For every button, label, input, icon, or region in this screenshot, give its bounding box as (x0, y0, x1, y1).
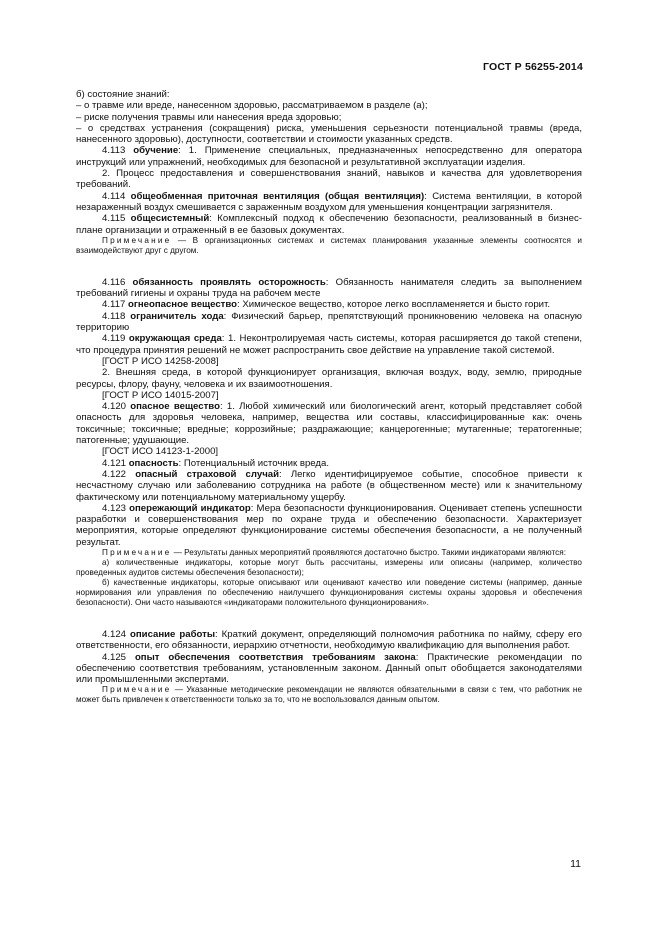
list-item: – о травме или вреде, нанесенном здоровью, рассматриваемом в разделе (а); (76, 100, 428, 112)
entry-term: окружающая среда (128, 333, 222, 345)
section-spacer (76, 608, 582, 629)
entry-4-122 (76, 469, 582, 503)
entry-term: описание работы (130, 628, 216, 640)
entry-definition: : Легко идентифицируемое событие, способное привести к несчастному случаю или заболеванию сотрудника на работе (в общественном месте) или к значительному фактическому или потенциальному материальному ущербу. (76, 468, 582, 503)
entry-term: обязанность проявлять осторожность (132, 276, 326, 288)
entry-definition: : Обязанность нанимателя следить за выполнением требований гигиены и охраны труда на рабочем месте (76, 276, 582, 300)
list-item: – о средствах устранения (сокращения) риска, уменьшения серьезности потенциальной травмы (вреда, нанесенного здоровью), доступности, соответствии и стоимости указанных средств. (76, 122, 582, 146)
entry-term: опыт обеспечения соответствия требованиям закона (134, 651, 416, 663)
entry-4-118 (76, 311, 582, 334)
entry-4-113 (76, 145, 582, 168)
note-text: — В организационных системах и системах планирования указанные элементы соотносятся и взаимодействуют друг с другом. (76, 235, 582, 255)
entry-definition: : Физический барьер, препятствующий проникновению человека на опасную территорию (76, 310, 582, 334)
entry-4-121 (76, 458, 582, 469)
list-item: – риске получения травмы или нанесения вреда здоровью; (76, 111, 342, 123)
entry-term: опережающий индикатор (129, 502, 251, 514)
note-label: Примечание (102, 547, 172, 557)
page-number: 11 (570, 858, 581, 870)
note-item-b: б) качественные индикаторы, которые описывают или оценивают качество или поведение системы (например, данные нормирования или управления по обеспечению наилучшего функционирования системы охраны здоровья и обеспечения безопасности). Они часто называются «индикаторами положительного функционирования». (76, 577, 582, 607)
entry-term: общесистемный (130, 213, 210, 225)
entry-4-116 (76, 277, 582, 300)
note-label: Примечание (102, 235, 172, 245)
entry-term: ограничитель хода (130, 310, 224, 322)
entry-number: 4.124 (102, 628, 127, 640)
entry-4-114 (76, 191, 582, 214)
entry-number: 4.119 (102, 333, 126, 345)
entry-4-115 (76, 213, 582, 236)
entry-term: обучение (133, 145, 179, 157)
entry-definition: : 1. Любой химический или биологический агент, который представляет собой опасность для здоровья человека, например, вещества или составы, классифицированные как: очень токсичные; токсичные; вредные; коррозийные; раздражающие; канцерогенные; мутагенные; тератогенные; патогенные; удушающие. (76, 401, 583, 447)
entry-number: 4.125 (102, 651, 127, 663)
entry-number: 4.113 (102, 145, 126, 157)
entry-number: 4.120 (102, 401, 127, 413)
entry-definition: : Химическое вещество, которое легко воспламеняется и бысто горит. (237, 299, 551, 311)
entry-number: 4.123 (102, 502, 127, 514)
note-item-a: а) количественные индикаторы, которые могут быть рассчитаны, измерены или описаны (например, количество проведенных аудитов системы обеспечения безопасности); (76, 557, 582, 577)
entry-4-125 (76, 652, 582, 686)
entry-number: 4.122 (102, 468, 127, 480)
entry-definition: : 1. Неконтролируемая часть системы, которая расширяется до такой степени, что процедура принятия решений не может распространить свое действие на управление такой системой. (76, 333, 582, 356)
entry-4-119 (76, 333, 582, 356)
entry-definition: : Потенциальный источник вреда. (178, 457, 329, 469)
document-header: ГОСТ Р 56255-2014 (482, 61, 583, 73)
document-body (76, 89, 582, 705)
entry-4-119-def2: 2. Внешняя среда, в которой функционирует организация, включая воздух, воду, землю, природные ресурсы, флору, фауну, человека и их взаимоотношения. (76, 367, 582, 390)
entry-term: опасный страховой случай (135, 468, 279, 480)
entry-4-125-note (76, 685, 582, 705)
entry-4-123 (76, 503, 582, 548)
entry-number: 4.118 (102, 310, 126, 322)
entry-term: огнеопасное вещество (127, 299, 238, 311)
entry-definition: : 1. Применение специальных, предназначенных непосредственно для оператора инструкций или упражнений, необходимых для безопасной и результативной эксплуатации изделия. (76, 145, 582, 168)
entry-number: 4.114 (102, 190, 126, 202)
entry-number: 4.121 (102, 457, 127, 469)
entry-4-124 (76, 629, 582, 652)
entry-term: общеобменная приточная вентиляция (общая вентиляция) (130, 190, 425, 202)
entry-definition: : Мера безопасности функционирования. Оценивает степень успешности разработки и совершенствования мер по охране труда и обеспечению безопасности. Характеризует мероприятия, которые определяют функционирование системы обеспечения безопасности, а не полученный результат. (76, 502, 582, 548)
entry-4-113-def2: 2. Процесс предоставления и совершенствования знаний, навыков и качества для удовлетворения требований. (76, 168, 582, 191)
entry-4-117 (76, 299, 582, 310)
note-text: — Указанные методические рекомендации не являются обязательными в связи с тем, что работник не может быть привлечен к ответственности только за то, что не воспользовался данным опытом. (76, 685, 582, 705)
entry-4-120 (76, 401, 582, 446)
entry-number: 4.115 (102, 213, 126, 225)
note-label: Примечание (102, 685, 172, 695)
reference: [ГОСТ ИСО 14123-1-2000] (102, 446, 219, 458)
section-b-title: б) состояние знаний: (76, 89, 170, 100)
entry-definition: : Система вентиляции, в которой незараженный воздух смешивается с зараженным воздухом для уменьшения концентрации загрязнителя. (76, 190, 582, 213)
entry-definition: : Краткий документ, определяющий полномочия работника по найму, сферу его ответственности, его обязанности, иерархию отчетности, необходимую квалификацию для выполнения работ. (76, 628, 582, 652)
reference: [ГОСТ Р ИСО 14258-2008] (102, 355, 219, 367)
entry-4-115-note (76, 236, 582, 256)
entry-4-123-note (76, 548, 582, 558)
entry-number: 4.116 (102, 276, 126, 288)
reference: [ГОСТ Р ИСО 14015-2007] (102, 389, 219, 401)
entry-definition: : Комплексный подход к обеспечению безопасности, реализованный в бизнес-плане организации и отраженный в ее базовых документах. (76, 213, 582, 236)
entry-term: опасное вещество (130, 401, 220, 413)
entry-term: опасность (128, 457, 179, 469)
note-text: — Результаты данных мероприятий проявляются достаточно быстро. Такими индикаторами являются: (171, 547, 566, 557)
entry-number: 4.117 (102, 299, 126, 311)
section-spacer (76, 256, 582, 277)
entry-definition: : Практические рекомендации по обеспечению соответствия требованиям, установленным законом. Данный опыт обобщается законодателями или промышленными экспертами. (76, 651, 583, 686)
